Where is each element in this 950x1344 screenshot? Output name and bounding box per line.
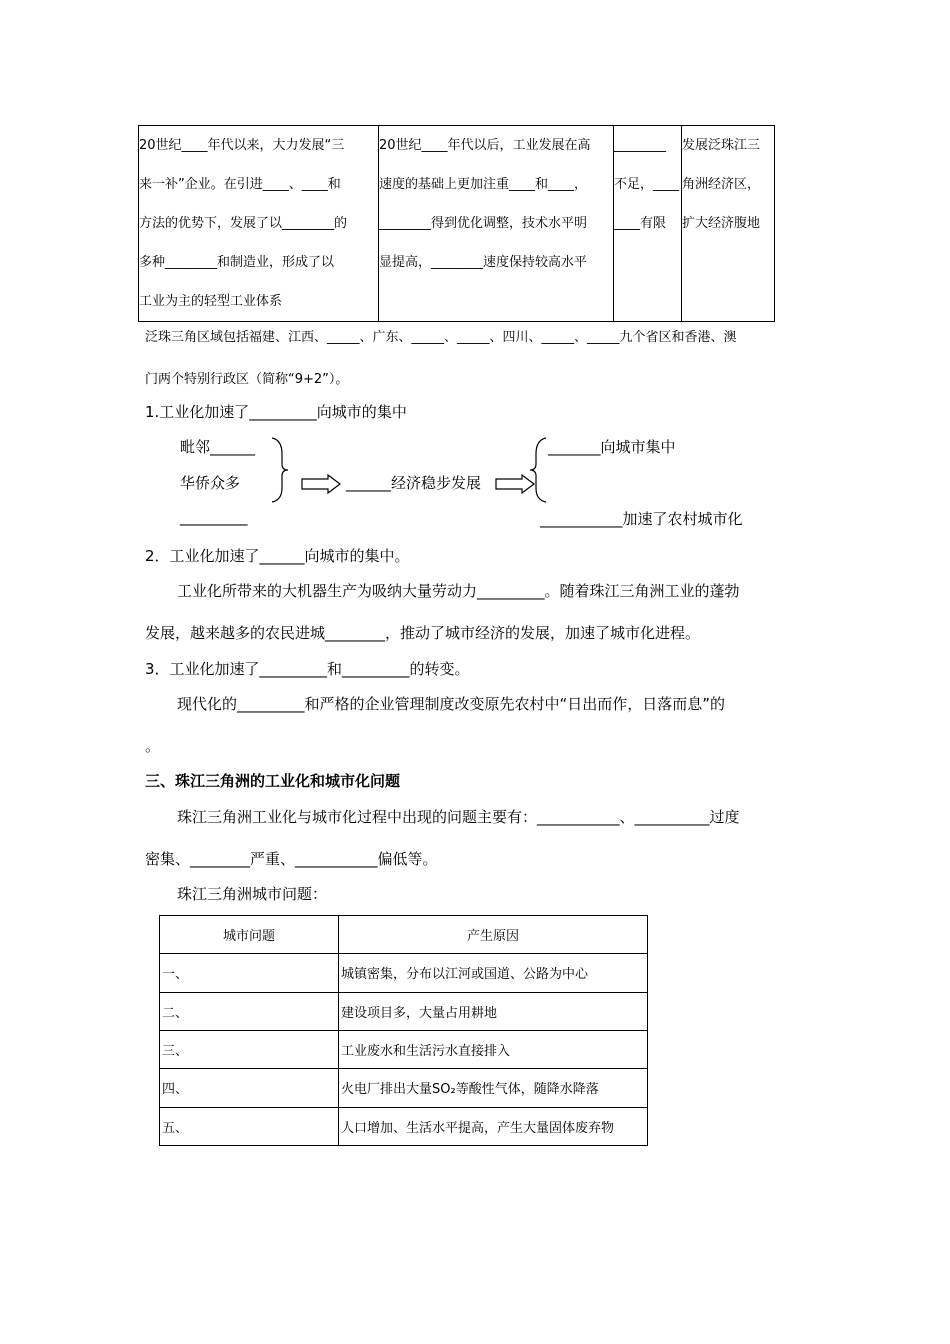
cell-line: 扩大经济腹地: [682, 216, 761, 231]
cell-line: 工业为主的轻型工业体系: [139, 294, 283, 309]
table-row: [160, 1107, 648, 1145]
section-3-para-2: 密集、________严重、___________偏低等。: [145, 850, 438, 868]
section-3-para-1: 珠江三角洲工业化与城市化过程中出现的问题主要有：___________、__________过度: [177, 808, 740, 826]
table-header-row: [160, 916, 648, 954]
table-cell: 火电厂排出大量SO₂等酸性气体，随降水降落: [339, 1069, 648, 1107]
item-3: 3．工业化加速了_________和_________的转变。: [145, 660, 470, 678]
diagram-right-2: ___________加速了农村城市化: [540, 510, 743, 528]
pan-prd-line-2: 门两个特别行政区（简称“9+2”）。: [145, 372, 349, 387]
para2-line-2: 发展，越来越多的农民进城________，推动了城市经济的发展，加速了城市化进程。: [145, 624, 701, 642]
diagram-left-3: _________: [180, 508, 248, 526]
diagram-left-1: 毗邻______: [180, 438, 256, 456]
table-cell: 三、: [160, 1030, 339, 1068]
cell-line: 不足，____: [614, 177, 680, 192]
section-3-title: 三、珠江三角洲的工业化和城市化问题: [145, 772, 401, 790]
para2-line-1: 工业化所带来的大机器生产为吸纳大量劳动力_________。随着珠江三角洲工业的蓬勃: [177, 582, 740, 600]
table-cell: [682, 126, 775, 322]
cell-line: 20世纪____年代以后，工业发展在高: [379, 138, 591, 153]
column-header: 产生原因: [339, 916, 648, 954]
city-problem-table: [159, 915, 648, 1146]
table-cell: 四、: [160, 1069, 339, 1107]
table-cell: 人口增加、生活水平提高，产生大量固体废弃物: [339, 1107, 648, 1145]
para3-line-2: 。: [145, 737, 161, 755]
right-brace-icon: [268, 436, 292, 504]
table-row: [160, 954, 648, 992]
cell-line: 发展泛珠江三: [682, 138, 761, 153]
item-1: 1.工业化加速了_________向城市的集中: [145, 403, 407, 421]
section-3-subtitle: 珠江三角洲城市问题：: [177, 885, 328, 903]
cell-line: 多种________和制造业，形成了以: [139, 255, 335, 270]
cell-line: 速度的基础上更加注重____和____，: [379, 177, 588, 192]
table-cell: [614, 126, 682, 322]
cell-line: 来一补”企业。在引进____、____和: [139, 177, 341, 192]
table-cell: 建设项目多，大量占用耕地: [339, 992, 648, 1030]
table-row: [160, 1069, 648, 1107]
diagram-left-2: 华侨众多: [180, 474, 241, 492]
cell-line: 20世纪____年代以来，大力发展“三: [139, 138, 345, 153]
table-cell: [139, 126, 379, 322]
item-2: 2．工业化加速了______向城市的集中。: [145, 547, 410, 565]
development-table: [138, 125, 775, 322]
pan-prd-line-1: 泛珠三角区域包括福建、江西、_____、广东、_____、_____、四川、_____、_____九个省区和香港、澳: [145, 330, 737, 345]
table-cell: 五、: [160, 1107, 339, 1145]
column-header: 城市问题: [160, 916, 339, 954]
table-row: [160, 992, 648, 1030]
arrow-right-icon: [300, 474, 342, 494]
table-cell: 二、: [160, 992, 339, 1030]
cell-line: 方法的优势下，发展了以________的: [139, 216, 348, 231]
table-cell: 城镇密集，分布以江河或国道、公路为中心: [339, 954, 648, 992]
cell-line: ____有限: [614, 216, 667, 231]
table-row: [160, 1030, 648, 1068]
table-cell: [379, 126, 614, 322]
left-brace-icon: [526, 436, 550, 504]
table-cell: 一、: [160, 954, 339, 992]
para3-line-1: 现代化的_________和严格的企业管理制度改变原先农村中“日出而作，日落而息”的: [177, 695, 726, 713]
diagram-middle: ______经济稳步发展: [346, 474, 482, 492]
cell-line: 角洲经济区，: [682, 177, 761, 192]
table-cell: 工业废水和生活污水直接排入: [339, 1030, 648, 1068]
cell-line: ________得到优化调整，技术水平明: [379, 216, 588, 231]
diagram-right-1: _______向城市集中: [548, 438, 676, 456]
cell-line: ________: [614, 138, 666, 153]
cell-line: 显提高，________速度保持较高水平: [379, 255, 588, 270]
